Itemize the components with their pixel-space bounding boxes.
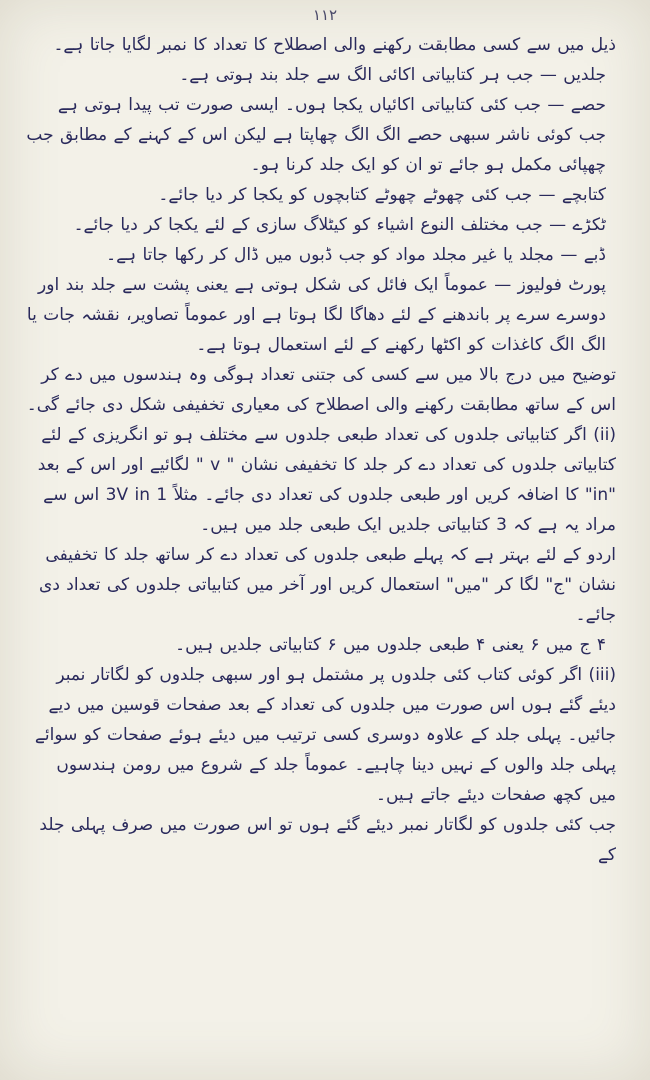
paragraph-urdu-note: اردو کے لئے بہتر ہے کہ پہلے طبعی جلدوں کی تعداد دے کر ساتھ جلد کا تخفیفی نشان "ج" لگا کر "میں" استعمال کریں اور آخر میں کتابیاتی جلدوں کی تعداد دی جائے۔ bbox=[39, 545, 616, 625]
paragraph-intro: ذیل میں سے کسی مطابقت رکھنے والی اصطلاح کا تعداد کا نمبر لگایا جاتا ہے۔ bbox=[53, 35, 616, 55]
paragraph-parts: حصے — جب کئی کتابیاتی اکائیاں یکجا ہوں۔ ایسی صورت تب پیدا ہوتی ہے جب کوئی ناشر سبھی حصے الگ الگ چھاپتا ہے لیکن اس کے کہنے کے مطابق جب چھپائی مکمل ہو جائے تو ان کو ایک جلد کرنا ہو۔ bbox=[26, 95, 606, 175]
paragraph-rule-iii: (iii) اگر کوئی کتاب کئی جلدوں پر مشتمل ہو اور سبھی جلدوں کو لگاتار نمبر دیئے گئے ہوں اس صورت میں جلدوں کی تعداد کے بعد صفحات قوسین میں دیے جائیں۔ پہلی جلد کے علاوہ دوسری کسی ترتیب میں دیئے ہوئے صفحات کو سوائے پہلی جلد والوں کے نہیں دینا چاہیے۔ عموماً جلد کے شروع میں رومن ہندسوں میں کچھ صفحات دیئے جاتے ہیں۔ bbox=[34, 665, 616, 805]
paragraph-pieces: ٹکڑے — جب مختلف النوع اشیاء کو کیٹلاگ سازی کے لئے یکجا کر دیا جائے۔ bbox=[73, 215, 606, 235]
paragraph-rule-ii: (ii) اگر کتابیاتی جلدوں کی تعداد طبعی جلدوں سے مختلف ہو تو انگریزی کے لئے کتابیاتی جلدوں کی تعداد دے کر جلد کا تخفیفی نشان " v " لگائیے اور اس کے بعد "in" کا اضافہ کریں اور طبعی جلدوں کی تعداد دی جائے۔ مثلاً 3V in 1 اس سے مراد یہ ہے کہ 3 کتابیاتی جلدیں ایک طبعی جلد میں ہیں۔ bbox=[37, 425, 616, 535]
paragraph-boxes: ڈبے — مجلد یا غیر مجلد مواد کو جب ڈبوں میں ڈال کر رکھا جاتا ہے۔ bbox=[106, 245, 606, 265]
paragraph-explanation: توضیح میں درج بالا میں سے کسی کی جتنی تعداد ہوگی وہ ہندسوں میں دے کر اس کے ساتھ مطابقت رکھنے والی اصطلاح کی معیاری تخفیفی شکل دی جائے گی۔ bbox=[26, 365, 616, 415]
paragraph-portfolios: پورٹ فولیوز — عموماً ایک فائل کی شکل ہوتی ہے یعنی پشت سے جلد بند اور دوسرے سرے پر باندھنے کے لئے دھاگا لگا ہوتا ہے اور عموماً تصاویر، نقشہ جات یا الگ الگ کاغذات کو اکٹھا رکھنے کے لئے استعمال ہوتا ہے۔ bbox=[26, 275, 606, 355]
paragraph-example: ۴ ج میں ۶ یعنی ۴ طبعی جلدوں میں ۶ کتابیاتی جلدیں ہیں۔ bbox=[175, 635, 606, 655]
page-number: ۱۱۲ bbox=[312, 6, 338, 24]
paragraph-pamphlets: کتابچے — جب کئی چھوٹے چھوٹے کتابچوں کو یکجا کر دیا جائے۔ bbox=[158, 185, 606, 205]
body-text bbox=[26, 30, 616, 870]
paragraph-continuation: جب کئی جلدوں کو لگاتار نمبر دیئے گئے ہوں تو اس صورت میں صرف پہلی جلد کے bbox=[39, 815, 616, 865]
paragraph-volumes: جلدیں — جب ہر کتابیاتی اکائی الگ سے جلد بند ہوتی ہے۔ bbox=[179, 65, 606, 85]
